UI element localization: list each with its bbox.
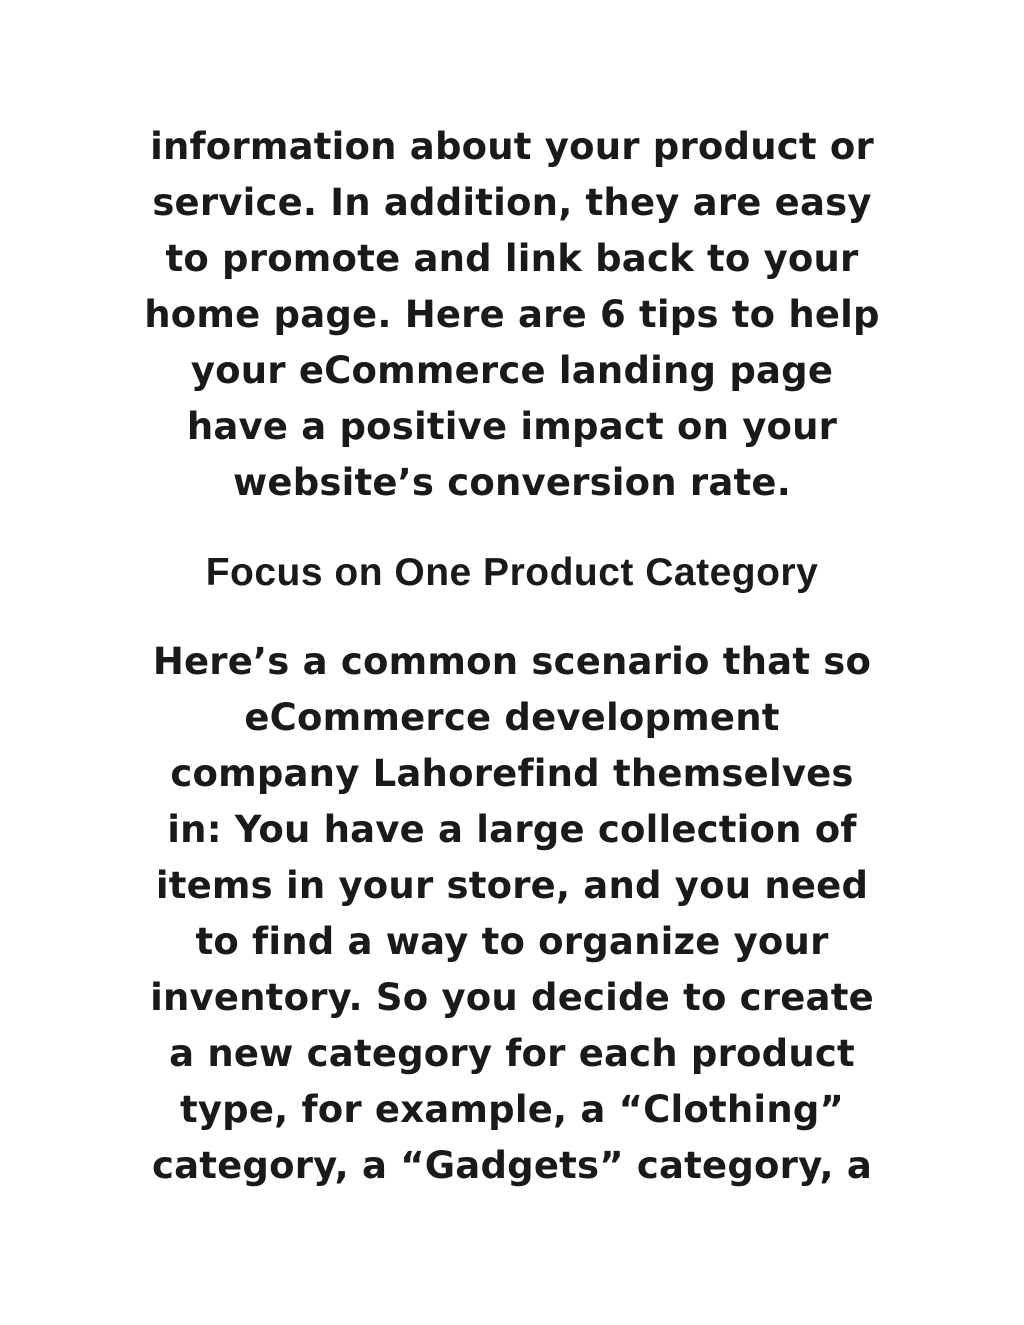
paragraph-line: inventory. So you decide to create (150, 976, 874, 1019)
paragraph-line: to promote and link back to your (165, 237, 859, 280)
paragraph-line: category, a “Gadgets” category, a (151, 1144, 873, 1187)
paragraph-line: a new category for each product (169, 1032, 855, 1075)
paragraph-line: information about your product or (150, 125, 874, 168)
paragraph-line: your eCommerce landing page (190, 349, 834, 392)
paragraph-line: have a positive impact on your (186, 405, 838, 448)
paragraph-line: type, for example, a “Clothing” (179, 1088, 845, 1131)
paragraph-line: company Lahorefind themselves (170, 752, 854, 795)
paragraph-line: website’s conversion rate. (233, 461, 791, 504)
paragraph-intro (100, 119, 924, 511)
paragraph-line: in: You have a large collection of (167, 808, 857, 851)
paragraph-line: service. In addition, they are easy (152, 181, 872, 224)
paragraph-line: home page. Here are 6 tips to help (144, 293, 880, 336)
section-heading (100, 545, 924, 601)
paragraph-scenario (100, 634, 924, 1194)
heading-text: Focus on One Product Category (205, 551, 819, 594)
paragraph-line: Here’s a common scenario that so (152, 640, 872, 683)
paragraph-line: items in your store, and you need (155, 864, 869, 907)
paragraph-line: to find a way to organize your (195, 920, 829, 963)
paragraph-line: eCommerce development (244, 696, 780, 739)
